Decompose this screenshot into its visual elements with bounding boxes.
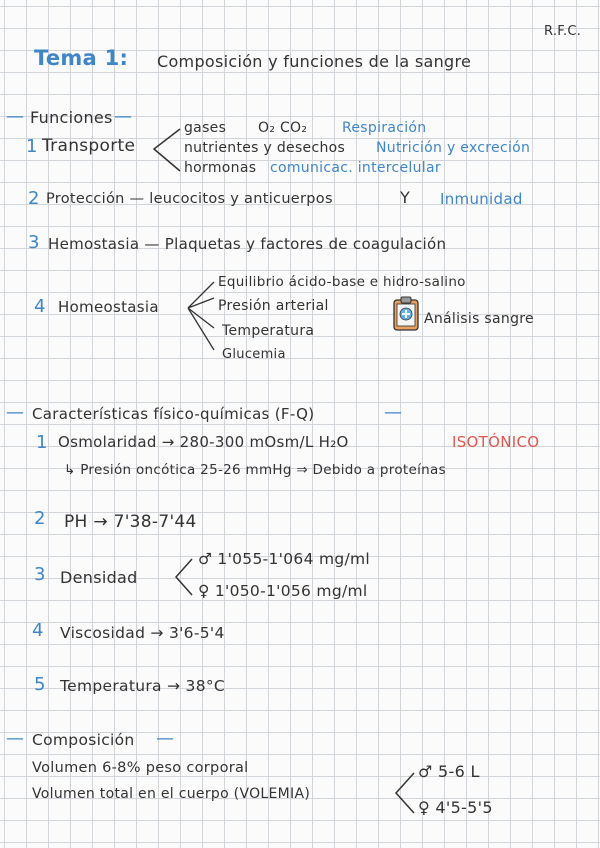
note-isotonico: ISOTÓNICO: [452, 433, 540, 451]
densidad-label: Densidad: [60, 568, 138, 587]
branch-gases: gases: [184, 120, 227, 136]
branch-nutrientes: nutrientes y desechos: [184, 140, 346, 156]
rays-homeostasia: [184, 276, 218, 356]
char-number-4: 4: [32, 620, 44, 641]
section-heading-caracteristicas: Características físico-químicas (F-Q): [32, 405, 315, 423]
densidad-male: ♂ 1'055-1'064 mg/ml: [198, 550, 371, 568]
item-number-1: 1: [26, 136, 38, 157]
brace-volemia: [392, 770, 418, 816]
branch-presion: Presión arterial: [218, 298, 329, 314]
proteccion-label: Protección — leucocitos y anticuerpos: [46, 191, 333, 207]
densidad-female: ♀ 1'050-1'056 mg/ml: [198, 582, 368, 600]
item-number-4: 4: [34, 296, 46, 317]
volemia-female: ♀ 4'5-5'5: [418, 798, 493, 817]
branch-hormonas: hormonas: [184, 160, 257, 176]
heading-dash-right: —: [156, 728, 175, 749]
clipboard-icon: [392, 296, 422, 334]
item-number-3: 3: [28, 232, 40, 253]
note-comunicacion: comunicac. intercelular: [270, 160, 441, 176]
char-number-1: 1: [36, 432, 48, 453]
viscosidad-label: Viscosidad → 3'6-5'4: [60, 624, 225, 642]
presion-oncotica: ↳ Presión oncótica 25-26 mmHg ⇒ Debido a proteínas: [64, 462, 446, 478]
char-number-5: 5: [34, 674, 46, 695]
heading-dash-left: —: [6, 106, 25, 127]
ph-label: PH → 7'38-7'44: [64, 512, 197, 532]
note-respiracion: Respiración: [342, 120, 427, 136]
heading-dash-left: —: [6, 728, 25, 749]
branch-glucemia: Glucemia: [222, 347, 286, 362]
note-nutricion: Nutrición y excreción: [376, 140, 531, 156]
hemostasia-label: Hemostasia — Plaquetas y factores de coagulación: [48, 235, 447, 253]
section-heading-composicion: Composición: [32, 731, 135, 749]
page-title: Composición y funciones de la sangre: [157, 52, 472, 71]
title-prefix: Tema 1:: [34, 46, 129, 70]
temperatura-label: Temperatura → 38°C: [60, 677, 226, 695]
osmolaridad-label: Osmolaridad → 280-300 mOsm/L H₂O: [58, 433, 349, 451]
brace-densidad: [172, 556, 196, 598]
heading-dash-left: —: [6, 402, 25, 423]
transporte-label: Transporte: [42, 136, 136, 156]
char-number-2: 2: [34, 508, 46, 529]
note-inmunidad: Inmunidad: [440, 190, 523, 208]
author-initials: R.F.C.: [544, 24, 582, 39]
volumen-line: Volumen 6-8% peso corporal: [32, 760, 249, 776]
heading-dash-right: —: [384, 402, 403, 423]
volemia-line: Volumen total en el cuerpo (VOLEMIA): [32, 786, 311, 802]
item-number-2: 2: [28, 188, 40, 209]
homeostasia-label: Homeostasia: [58, 298, 159, 316]
note-analisis-sangre: Análisis sangre: [424, 311, 534, 327]
heading-dash-right: —: [114, 106, 133, 127]
brace-transporte: [150, 125, 184, 175]
antibody-icon: Y: [400, 188, 411, 207]
char-number-3: 3: [34, 564, 46, 585]
branch-temperatura: Temperatura: [222, 323, 315, 339]
branch-gases-formula: O₂ CO₂: [258, 120, 308, 136]
branch-equilibrio: Equilibrio ácido-base e hidro-salino: [218, 274, 466, 290]
volemia-male: ♂ 5-6 L: [418, 762, 480, 781]
section-heading-funciones: Funciones: [30, 108, 113, 127]
